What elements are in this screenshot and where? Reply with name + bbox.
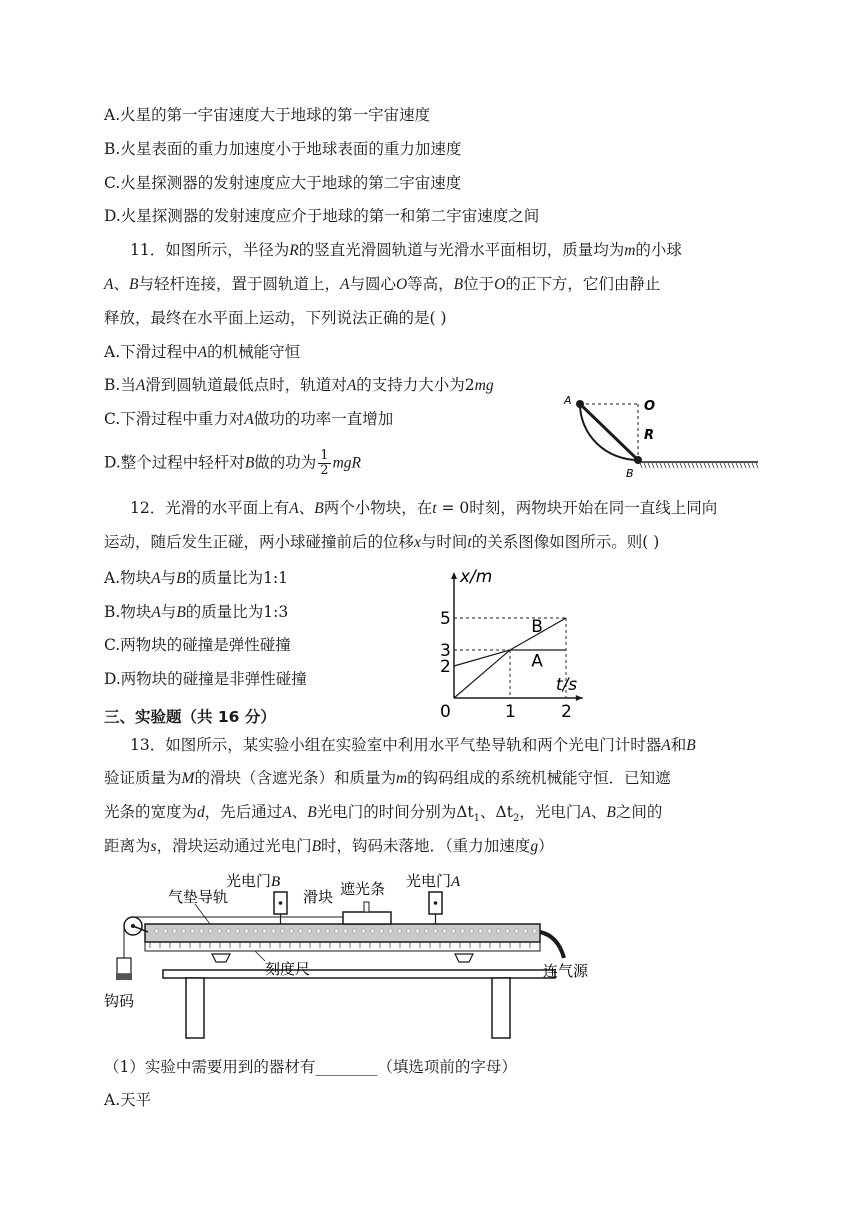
label-hook-weight: 钩码 [104, 992, 135, 1010]
var-t: t [467, 534, 472, 551]
slider-block [343, 912, 391, 924]
q11-stem-line2 [104, 273, 660, 296]
fraction-one-half [318, 449, 330, 478]
q12-text: 两个小物块，在 [323, 499, 433, 517]
q13-text: 之间的 [615, 803, 663, 821]
ball-b [634, 456, 642, 464]
var-a: A [151, 570, 161, 587]
q13-text: 的滑块（含遮光条）和质量为 [194, 769, 396, 787]
q13-text: ，滑块运动通过光电门 [156, 837, 312, 855]
q11-text: 的支持力大小为2 [356, 376, 475, 394]
hook-weight [117, 958, 131, 974]
subscript-1: 1 [473, 813, 481, 825]
q12-text: A.物块 [104, 569, 152, 587]
label-photogate-b: 光电门B [226, 872, 281, 890]
q13-air-track-figure [100, 866, 620, 1041]
q13-stem-line1 [130, 734, 696, 757]
subscript-2: 2 [512, 813, 520, 825]
q11-text: D.整个过程中轻杆对 [104, 453, 245, 472]
label-r: R [644, 428, 655, 443]
var-x: x [414, 534, 421, 551]
var-r: R [289, 242, 299, 259]
q12-text: 、 [298, 499, 315, 517]
q13-text: ，光电门 [519, 803, 582, 821]
series-label-a: A [531, 651, 543, 672]
var-a: A [135, 377, 146, 394]
q11-option-c [104, 408, 393, 431]
var-a: A [282, 804, 292, 821]
scale-ruler [145, 942, 540, 951]
q12-option-d: D.两物块的碰撞是非弹性碰撞 [104, 670, 307, 688]
var-b: B [311, 838, 322, 855]
var-a: A [197, 344, 208, 361]
y-tick-label: 3 [440, 641, 451, 661]
var-m: m [624, 242, 636, 259]
rail-air-holes [155, 929, 536, 933]
q10-option-d: D.火星探测器的发射速度应介于地球的第一和第二宇宙速度之间 [104, 207, 540, 225]
q11-text: 的机械能守恒 [207, 343, 301, 361]
var-t: t [432, 500, 437, 517]
ball-a [576, 400, 584, 408]
label-b: B [626, 467, 634, 478]
x-tick-label: 1 [505, 702, 516, 718]
x-tick-label: 0 [440, 702, 451, 718]
y-axis-label: x/m [460, 568, 493, 587]
var-m: m [395, 770, 408, 787]
var-b: B [686, 737, 696, 754]
var-a: A [581, 804, 591, 821]
hook-weight-base [116, 974, 132, 980]
q12-text: 的质量比为1:3 [185, 603, 289, 621]
q13-text: 验证质量为 [104, 769, 182, 787]
var-o: O [494, 276, 506, 293]
q12-text: = 0时刻，两物块开始在同一直线上同向 [436, 499, 718, 517]
var-b: B [453, 276, 464, 293]
q11-option-b [104, 374, 494, 397]
q12-text: 的关系图像如图所示。则( ) [471, 533, 660, 551]
q13-text: 光电门的时间分别为Δt [316, 803, 474, 821]
q13-text: ） [538, 837, 554, 855]
label-air-track: 气垫导轨 [168, 888, 229, 906]
q11-number: 11．如图所示，半径为 [130, 241, 290, 259]
photogate-a-sensor [434, 901, 438, 905]
q11-text: A.下滑过程中 [104, 343, 198, 361]
q12-text: 与时间 [420, 533, 468, 551]
q11-text: 做的功为 [254, 453, 317, 472]
fraction-numerator: 1 [320, 448, 329, 463]
photogate-b-sensor [279, 901, 283, 905]
label-o: O [644, 399, 656, 414]
var-a: A [339, 276, 350, 293]
var-a: A [346, 377, 357, 394]
q12-option-a [104, 567, 288, 590]
light-blocking-strip [364, 902, 369, 912]
fraction-denominator: 2 [320, 463, 329, 478]
air-hose [540, 932, 564, 958]
var-mgr: mgR [332, 454, 361, 472]
q11-text: 与圆心 [349, 275, 396, 293]
var-m-upper: M [181, 770, 195, 787]
label-light-strip: 遮光条 [340, 880, 386, 898]
q10-option-a: A.火星的第一宇宙速度大于地球的第一宇宙速度 [104, 106, 431, 124]
rail-support-right [455, 954, 473, 962]
var-a: A [104, 276, 114, 293]
table-top [163, 970, 555, 978]
q12-option-b [104, 601, 288, 624]
var-b: B [176, 604, 186, 621]
var-a: A [661, 737, 671, 754]
var-o: O [395, 276, 408, 293]
q11-text: 位于 [463, 275, 495, 293]
q11-text: 的竖直光滑圆轨道与光滑水平面相切，质量均为 [298, 241, 625, 259]
series-label-b: B [531, 617, 543, 637]
var-a: A [244, 411, 254, 428]
q11-option-a [104, 341, 300, 364]
y-tick-label: 5 [440, 609, 451, 629]
var-b: B [128, 276, 139, 293]
q11-option-d [104, 449, 361, 478]
q13-text: ，先后通过 [204, 803, 283, 821]
q13-sub-question-1: （1）实验中需要用到的器材有________（填选项前的字母） [104, 1058, 517, 1076]
x-axis-arrow [576, 695, 583, 701]
q12-text: 12．光滑的水平面上有 [130, 499, 290, 517]
var-a: A [151, 604, 161, 621]
q12-text: 的质量比为1:1 [185, 569, 289, 587]
table-leg-left [186, 978, 204, 1038]
q12-stem-line2 [104, 531, 659, 554]
q12-text: B.物块 [104, 603, 152, 621]
q13-text: 距离为 [104, 837, 151, 855]
leader-rail [195, 904, 210, 924]
q13-stem-line4 [104, 835, 554, 858]
q12-stem-line1 [130, 497, 717, 520]
q11-text: B.当 [104, 376, 136, 394]
var-b: B [606, 804, 616, 821]
q11-text: 的正下方，它们由静止 [505, 275, 661, 293]
q13-text: 时，钩码未落地．（重力加速度 [321, 837, 531, 855]
var-d: d [197, 804, 205, 821]
q11-stem-line1 [130, 239, 682, 262]
var-s: s [150, 838, 157, 855]
var-b: B [176, 570, 186, 587]
x-tick-label: 2 [561, 702, 572, 718]
q11-text: 、 [113, 275, 129, 293]
q11-text: 等高， [407, 275, 454, 293]
y-tick-label: 2 [440, 657, 451, 677]
label-a: A [564, 394, 572, 407]
q11-stem-line3: 释放，最终在水平面上运动，下列说法正确的是( ) [104, 309, 447, 327]
q13-text: 、 [291, 803, 308, 821]
q11-text: 做功的功率一直增加 [253, 410, 394, 428]
q10-option-c: C.火星探测器的发射速度应大于地球的第二宇宙速度 [104, 174, 462, 192]
q13-option-a: A.天平 [104, 1091, 152, 1109]
q13-text: 、Δt [480, 803, 513, 821]
q13-text: 、 [590, 803, 607, 821]
q13-stem-line3 [104, 801, 662, 830]
q12-text: 运动，随后发生正碰，两小球碰撞前后的位移 [104, 533, 415, 551]
var-b: B [307, 804, 317, 821]
ground-hatching [640, 463, 758, 468]
q11-text: 与轻杆连接，置于圆轨道上， [138, 275, 340, 293]
label-photogate-a: 光电门A [406, 872, 461, 890]
var-b: B [244, 454, 255, 472]
rail-support-left [212, 954, 230, 962]
q13-text: 和 [670, 736, 687, 754]
label-air-source: 连气源 [543, 962, 589, 980]
q11-text: 滑到圆轨道最低点时，轨道对 [145, 376, 347, 394]
q11-text: 的小球 [635, 241, 682, 259]
leader-ruler [255, 951, 265, 961]
q11-circular-track-figure [560, 378, 760, 478]
var-b: B [314, 500, 324, 517]
q12-text: 与 [160, 569, 177, 587]
q11-text: C.下滑过程中重力对 [104, 410, 245, 428]
q13-text: 光条的宽度为 [104, 803, 198, 821]
var-g: g [530, 838, 539, 855]
label-ruler: 刻度尺 [265, 960, 311, 978]
table-leg-right [492, 978, 510, 1038]
q10-option-b: B.火星表面的重力加速度小于地球表面的重力加速度 [104, 140, 462, 158]
q12-text: 与 [160, 603, 177, 621]
var-a: A [289, 500, 299, 517]
q12-xt-chart [438, 568, 618, 718]
y-axis-arrow [451, 572, 457, 579]
var-mg: mg [474, 377, 494, 394]
section-title: 三、实验题（共 16 分） [104, 708, 276, 726]
q13-stem-line2 [104, 767, 671, 790]
q13-text: 的钩码组成的系统机械能守恒．已知遮 [407, 769, 671, 787]
x-axis-label: t/s [555, 675, 578, 695]
q12-option-c: C.两物块的碰撞是弹性碰撞 [104, 636, 291, 654]
label-slider: 滑块 [303, 888, 334, 906]
q13-text: 13．如图所示，某实验小组在实验室中利用水平气垫导轨和两个光电门计时器 [130, 736, 662, 754]
